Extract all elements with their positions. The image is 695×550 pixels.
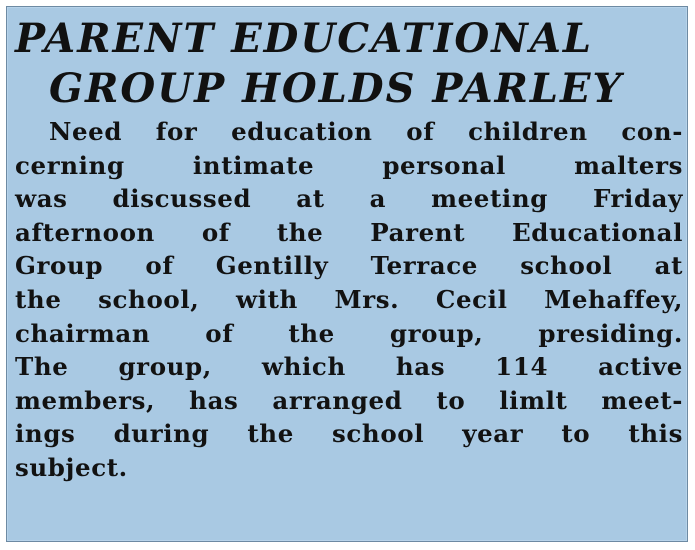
body-line: subject. bbox=[15, 452, 128, 482]
headline-line-1: PARENT EDUCATIONAL bbox=[15, 15, 593, 62]
headline-line-2: GROUP HOLDS PARLEY bbox=[49, 65, 624, 112]
body-line: was discussed at a meeting Friday bbox=[15, 184, 683, 214]
article-body bbox=[15, 115, 683, 485]
body-line: Need for education of children con- bbox=[49, 117, 683, 146]
body-line: cerning intimate personal malters bbox=[15, 150, 683, 180]
body-line: ings during the school year to this bbox=[15, 419, 683, 449]
body-line: The group, which has 114 active bbox=[15, 352, 683, 382]
newspaper-clipping bbox=[6, 6, 688, 542]
body-line: members, has arranged to limlt meet- bbox=[15, 385, 683, 415]
body-line: afternoon of the Parent Educational bbox=[15, 217, 683, 247]
body-line: the school, with Mrs. Cecil Mehaffey, bbox=[15, 284, 683, 314]
body-line: chairman of the group, presiding. bbox=[15, 318, 683, 348]
body-line: Group of Gentilly Terrace school at bbox=[15, 251, 683, 281]
